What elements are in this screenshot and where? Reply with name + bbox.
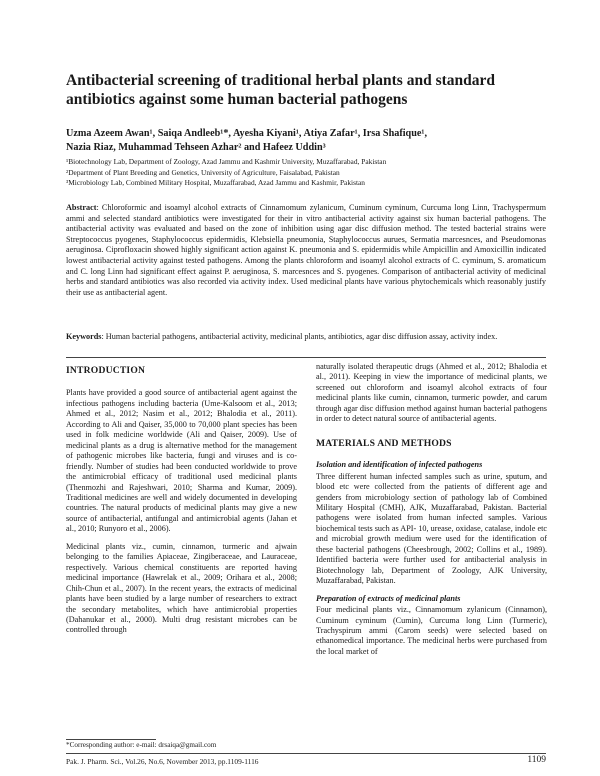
affiliation-1: ¹Biotechnology Lab, Department of Zoology, Azad Jammu and Kashmir University, Muzaffarabad, Pakistan [66, 157, 387, 166]
keywords-label: Keywords [66, 332, 102, 341]
abstract-text: : Chloroformic and isoamyl alcohol extracts of Cinnamomum zylanicum, Cuminum cyminum, Curcuma long Linn, Trachyspermum ammi and selected standard antibiotics were investigated for their in vitro antibacterial activity against six human bacterial pathogens. The antibacterial activity was evaluated and based on the zone of inhibition using agar disc diffusion method. The tested bacterial strains were Streptococcus pyogenes, Staphylococcus epidermidis, Klebsiella pneumonia, Staphylococcus aurues, Sermatia marcesnces, and Pseudomonas aeruginosa. Ciprofloxacin showed highly significant action against K. pneumonia and S. epidermidis while Ampicillin and Amoxicillin indicated lowest antibacterial activity against tested pathogens. Among the plants chloroform and isoamyl alcohol extracts of C. cyminum, S. aromaticum and C. long Linn had significant effect against P. aeruginosa, S. marcesnces and S. pyogenes. Comparison of antibacterial activity of medicinal herbs and standard antibiotics was also recorded via activity index. Used medicinal plants have various phytochemicals which reasonably justify their use as antibacterial agent. [66, 203, 546, 297]
footnote-divider [66, 739, 156, 740]
intro-paragraph-3: naturally isolated therapeutic drugs (Ahmed et al., 2012; Bhalodia et al., 2011). Keeping in view the importance of medicinal plants, we screened out chloroform and isoamyl alcohol extracts of four medicinal plants like cumin, cinnamon, turmeric powder, and carum through agar disc diffusion method against human bacterial pathogens in order to detect natural source of antibacterial agents. [316, 362, 547, 424]
introduction-heading: INTRODUCTION [66, 365, 146, 376]
affiliations [66, 157, 546, 189]
preparation-subheading: Preparation of extracts of medicinal plants [316, 593, 461, 603]
isolation-subheading: Isolation and identification of infected pathogens [316, 460, 483, 470]
author-line-2: Nazia Riaz, Muhammad Tehseen Azhar² and Hafeez Uddin³ [66, 142, 326, 153]
keywords [66, 332, 546, 343]
intro-paragraph-2: Medicinal plants viz., cumin, cinnamon, turmeric and ajwain belonging to the families Apiaceae, Zingiberaceae, and Lauraceae, respectively. Various chemical constituents are reported having medicinal importance (Hawrelak et al., 2009; Orihara et al., 2008; Chih-Chun et al., 2007). In the recent years, the extracts of medicinal plants have been studied by a large number of researchers to extract the secondary metabolites, which have antimicrobial properties (Dahanukar et al., 2000). Multi drug resistant microbes can be controlled through [66, 541, 297, 635]
keywords-text: : Human bacterial pathogens, antibacterial activity, medicinal plants, antibiotics, agar disc diffusion assay, activity index. [101, 332, 498, 341]
preparation-paragraph: Four medicinal plants viz., Cinnamomum zylanicum (Cinnamon), Cuminum cyminum (Cumin), Curcuma long Linn (Turmeric), Trachyspirum ammi (Carom seeds) were selected based on ethanomedical importance. The medicinal herbs were purchased from the local market of [316, 605, 547, 656]
page-number: 1109 [527, 755, 546, 765]
paper-title: Antibacterial screening of traditional herbal plants and standard antibiotics against some human bacterial pathogens [66, 72, 496, 108]
author-line-1: Uzma Azeem Awan¹, Saiqa Andleeb¹*, Ayesha Kiyani¹, Atiya Zafar¹, Irsa Shafique¹, [66, 128, 428, 139]
section-divider [66, 357, 546, 358]
left-column [66, 366, 297, 643]
affiliation-2: ²Department of Plant Breeding and Genetics, University of Agriculture, Faisalabad, Pakistan [66, 167, 340, 177]
journal-citation: Pak. J. Pharm. Sci., Vol.26, No.6, November 2013, pp.1109-1116 [66, 757, 259, 766]
footer-divider [66, 753, 546, 754]
intro-paragraph-1: Plants have provided a good source of antibacterial agent against the infectious pathogens including bacteria (Ume-Kalsoom et al., 2013; Ahmed et al., 2012; Nasim et al., 2012; Bhalodia et al., 2011). According to Ali and Qaiser, 35,000 to 70,000 plant species has been used in folk medicine worldwide (Ali and Qaiser, 2009). Use of medicinal plants as a drug is alternative method for the management of pathogenic microbes like bacteria, fungi and viruses and is co-friendly. Number of studies had been conducted worldwide to prove the antimicrobial efficacy of traditional used medicinal plants (Thenmozhi and Rajeshwari, 2010; Sharma and Kumar, 2009). Traditional medicines are well and widely documented in developing countries. The natural products of medicinal plants may give a new source of antibacterial, antifungal and antimicrobial agents (Jahan et al., 2010; Runyoro et al., 2006). [66, 388, 297, 534]
affiliation-3: ³Microbiology Lab, Combined Military Hospital, Muzaffarabad, Azad Jammu and Kashmir, Pakistan [66, 178, 365, 187]
materials-methods-heading: MATERIALS AND METHODS [316, 437, 452, 449]
abstract [66, 203, 546, 298]
corresponding-author-footnote: *Corresponding author: e-mail: drsaiqa@gmail.com [66, 741, 217, 749]
author-list [66, 127, 546, 155]
right-column [316, 362, 547, 664]
isolation-paragraph: Three different human infected samples such as urine, sputum, and blood etc were collected from the patients of different age and genders from microbiology section of pathology lab of Combined Military Hospital (CMH), AJK, Muzaffarabad, Pakistan. Bacterial pathogens were isolated from human infected samples. Various biochemical tests such as API- 10, urease, oxidase, catalase, indole etc and microbial growth medium were used for the identification of these bacterial pathogens (Cheesbrough, 2002; Collins et al., 1989). Identified bacteria were further used for antibacterial analysis in Biotechnology lab, Department of Zoology, AJK University, Muzaffarabad, Pakistan. [316, 471, 547, 586]
abstract-label: Abstract [66, 203, 97, 212]
